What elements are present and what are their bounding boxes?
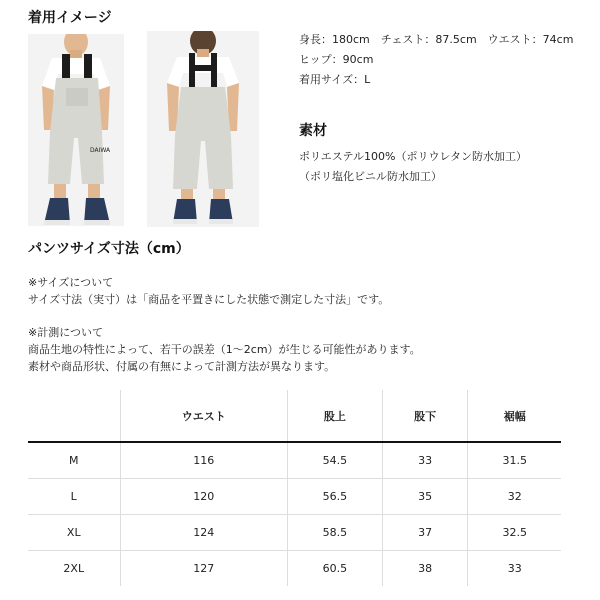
cell-hem-width: 32 [468,478,561,514]
table-row [28,514,561,550]
cell-hem-width: 31.5 [468,442,561,478]
table-row [28,478,561,514]
table-row [28,550,561,586]
note-size-heading: ※サイズについて [28,276,114,289]
cell-inseam: 33 [382,442,468,478]
wear-image-title: 着用イメージ [28,10,112,26]
model-photo-front [28,34,124,226]
table-header-row [28,390,561,442]
header-hem-width: 裾幅 [468,390,561,442]
header-size [28,390,120,442]
cell-waist: 116 [120,442,287,478]
cell-rise: 54.5 [287,442,382,478]
material-title: 素材 [299,123,327,139]
note-measure-heading: ※計測について [28,326,103,339]
size-section-title: パンツサイズ寸法（cm） [28,241,190,257]
model-back-illustration [147,31,259,227]
cell-size: L [28,478,120,514]
material-info [299,147,527,187]
cell-inseam: 37 [382,514,468,550]
model-photo-back [147,31,259,227]
size-table [28,390,561,586]
cell-size: XL [28,514,120,550]
cell-rise: 60.5 [287,550,382,586]
header-inseam: 股下 [382,390,468,442]
cell-waist: 120 [120,478,287,514]
note-measure-text-2: 素材や商品形状、付属の有無によって計測方法が異なります。 [28,360,336,373]
cell-size: M [28,442,120,478]
header-rise: 股上 [287,390,382,442]
cell-inseam: 35 [382,478,468,514]
model-measurements [299,30,573,90]
model-size-line: 着用サイズ：L [299,73,371,86]
cell-rise: 58.5 [287,514,382,550]
model-measure-line-2: ヒップ：90cm [299,53,374,66]
table-row [28,442,561,478]
cell-hem-width: 33 [507,561,522,575]
note-measure-text-1: 商品生地の特性によって、若干の誤差（1〜2cm）が生じる可能性があります。 [28,343,421,356]
brand-logo-front: DAIWA [90,147,111,154]
cell-size: 2XL [28,550,120,586]
model-front-illustration [28,34,124,226]
cell-waist: 127 [120,550,287,586]
material-line-1: ポリエステル100%（ポリウレタン防水加工） [299,150,528,163]
cell-waist: 124 [120,514,287,550]
note-size-text: サイズ寸法（実寸）は「商品を平置きにした状態で測定した寸法」です。 [28,293,390,306]
header-waist: ウエスト [120,390,287,442]
cell-rise: 56.5 [287,478,382,514]
cell-hem-width: 32.5 [468,514,561,550]
model-measure-line-1: 身長：180cm チェスト：87.5cm ウエスト：74cm [299,33,574,46]
material-line-2: （ポリ塩化ビニル防水加工） [299,170,442,183]
size-notes [28,274,421,375]
cell-inseam: 38 [382,550,468,586]
